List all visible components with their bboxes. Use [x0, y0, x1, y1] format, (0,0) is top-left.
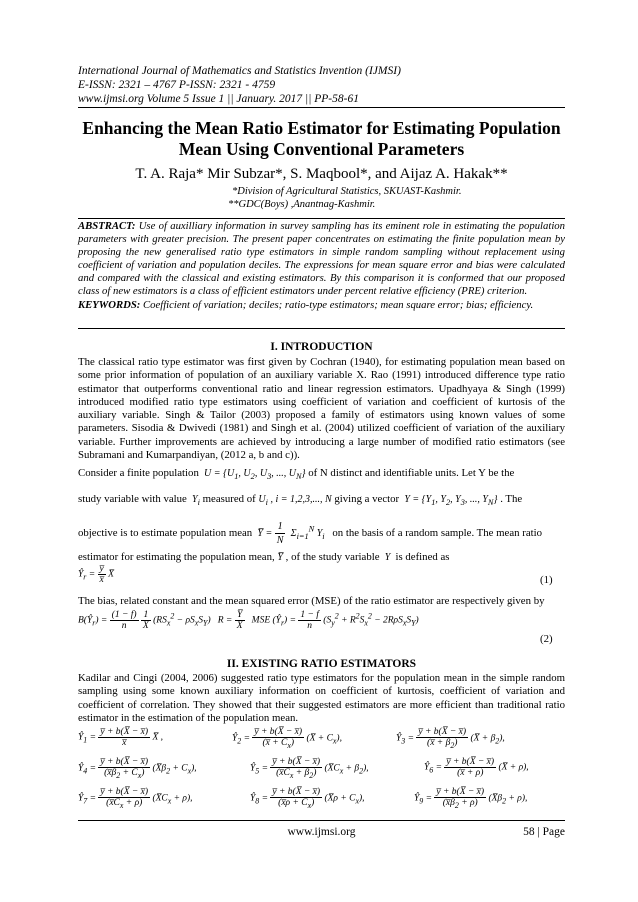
keywords-label: KEYWORDS: — [78, 298, 141, 311]
footer-url[interactable]: www.ijmsi.org — [287, 826, 356, 838]
study-variable-line: study variable with value $Y_i$ measured of $U_i$ , i = 1,2,3,..., N giving a vector $Y = \{Y_1$, $Y_2$, $Y_3$, ..., $Y_N$} . The — [78, 493, 523, 507]
equation-1: $Ŷ_r$ = $\frac{y̅}{x̅}$ X̅ — [78, 564, 114, 585]
equation-1-number: (1) — [540, 574, 553, 586]
bias-intro-line: The bias, related constant and the mean squared error (MSE) of the ratio estimator are respectively given by — [78, 595, 545, 607]
estimator-2: $Ŷ_2$ = $\frac{y̅ + b(X̅ - x̅)}{(x̅ + C_x)}$ (X̅ + $C_x$), — [232, 727, 342, 750]
keywords-text: Coefficient of variation; deciles; ratio-type estimators; mean square error; bias; efficiency. — [143, 298, 534, 311]
estimator-3: $Ŷ_3$ = $\frac{y̅ + b(X̅ - x̅)}{(x̅ + \beta_2)}$ (X̅ + $\beta_2$), — [396, 727, 505, 750]
abstract-bottom-rule — [78, 328, 565, 329]
title-line-2: Mean Using Conventional Parameters — [178, 139, 465, 159]
journal-url[interactable]: www.ijmsi.org Volume 5 Issue 1 || January. 2017 || PP-58-61 — [78, 93, 359, 105]
estimator-4: $Ŷ_4$ = $\frac{y̅ + b(X̅ - x̅)}{(x̅\beta_2 + C_x)}$ $(X̅\beta_2 + C_x)$, — [78, 757, 197, 780]
section-1-heading: I. INTRODUCTION — [270, 341, 373, 353]
estimator-7: $Ŷ_7$ = $\frac{y̅ + b(X̅ - x̅)}{(x̅C_x + \rho)}$ $(X̅C_x + \rho)$, — [78, 787, 193, 810]
estimator-1: $Ŷ_1$ = $\frac{y̅ + b(X̅ - x̅)}{x̅}$ X̅ , — [78, 727, 163, 748]
affiliation-1: *Division of Agricultural Statistics, SKUAST-Kashmir. — [232, 186, 462, 197]
title-line-1: Enhancing the Mean Ratio Estimator for Estimating Population — [82, 118, 561, 138]
section-2-heading: II. EXISTING RATIO ESTIMATORS — [226, 658, 417, 670]
authors: T. A. Raja* Mir Subzar*, S. Maqbool*, and Aijaz A. Hakak** — [135, 166, 508, 182]
footer-page-number: 58 | Page — [523, 826, 565, 838]
equation-2: $B(Ŷ_r)$ = $\frac{(1 - f)}{n}$ $\frac{1}{X̅}$ $(RS_x^2 - \rho S_xS_Y) R$ = $\frac{Y̅}{X̅}$ MSE $(Ŷ_r)$ = $\frac{1 - f}{n}$ $(S_y^2 + R^2S_x^2 - 2R\rho S_xS_Y)$ — [78, 610, 419, 631]
journal-title: International Journal of Mathematics and Statistics Invention (IJMSI) — [78, 65, 401, 77]
journal-issn: E-ISSN: 2321 – 4767 P-ISSN: 2321 - 4759 — [78, 79, 276, 91]
estimator-5: $Ŷ_5$ = $\frac{y̅ + b(X̅ - x̅)}{(x̅C_x + \beta_2)}$ $(X̅C_x + \beta_2)$, — [250, 757, 369, 780]
section-1-paragraph: The classical ratio type estimator was first given by Cochran (1940), for estimating population mean based on some prior information of population of an auxiliary variable X. Rao (1991) introduced difference type ratio estimator that outperforms conventional ratio and linear regression estimators. Upadhyaya & Singh (1999) introduced modified ratio type estimators using coefficient of variation and coefficient of kurtosis of the auxiliary variable. Singh & Tailor (2003) proposed a family of estimators using known values of some parameters. Sisodia & Dwivedi (1981) and Singh et al. (2004) utilized coefficient of variation of the auxiliary variable. Further improvements are achieved by introducing a large number of modified ratio estimators (see Subramani and Kumarpandiyan, (2012 a, b and c)). — [78, 356, 565, 462]
estimator-6: $Ŷ_6$ = $\frac{y̅ + b(X̅ - x̅)}{(x̅ + \rho)}$ (X̅ + ρ), — [424, 757, 529, 778]
abstract-text: Use of auxilliary information in survey sampling has its eminent role in estimating the population parameters with greater precision. The present paper concentrates on estimating the finite population mean by proposing the new generalised ratio type estimators in simple random sampling without replacement using coefficient of variation and population deciles. The expressions for mean square error and bias were calculated and compared with the classical and existing estimators. By this comparison it is conformed that our proposed class of new estimators is a class of efficient estimators under percent relative efficiency (PRE) criterion. — [78, 220, 565, 298]
estimator-8: $Ŷ_8$ = $\frac{y̅ + b(X̅ - x̅)}{(x̅\rho + C_x)}$ (X̅ρ + $C_x$), — [250, 787, 365, 810]
affiliation-2: **GDC(Boys) ,Anantnag-Kashmir. — [228, 199, 376, 210]
estimator-9: $Ŷ_9$ = $\frac{y̅ + b(X̅ - x̅)}{(x̅\beta_2 + \rho)}$ $(X̅\beta_2 + \rho)$, — [414, 787, 528, 810]
abstract-top-rule — [78, 218, 565, 219]
footer-divider — [78, 820, 565, 821]
paper-title — [78, 118, 565, 160]
abstract-label: ABSTRACT: — [78, 220, 136, 232]
abstract — [78, 220, 565, 312]
finite-population-line: Consider a finite population $U = \{U_1$, $U_2$, $U_3$, ..., $U_N$} of N distinct and identifiable units. Let Y be the — [78, 467, 515, 481]
header-divider — [78, 107, 565, 108]
section-2-paragraph: Kadilar and Cingi (2004, 2006) suggested ratio type estimators for the population mean in the simple random sampling using some known auxiliary information on coefficient of kurtosis, coefficient of variation and coefficient of correlation. They showed that their suggested estimators are more efficient than traditional ratio estimator in the estimation of the population mean. — [78, 672, 565, 724]
estimator-line: estimator for estimating the population mean, Y̅ , of the study variable Y is defined as — [78, 551, 450, 563]
objective-line: objective is to estimate population mean Y̅ = $\frac{1}{N}$ $\Sigma_{i=1}^N$ $Y_i$ on the basis of a random sample. The mean ratio — [78, 521, 543, 546]
equation-2-number: (2) — [540, 633, 553, 645]
journal-header — [78, 64, 401, 106]
